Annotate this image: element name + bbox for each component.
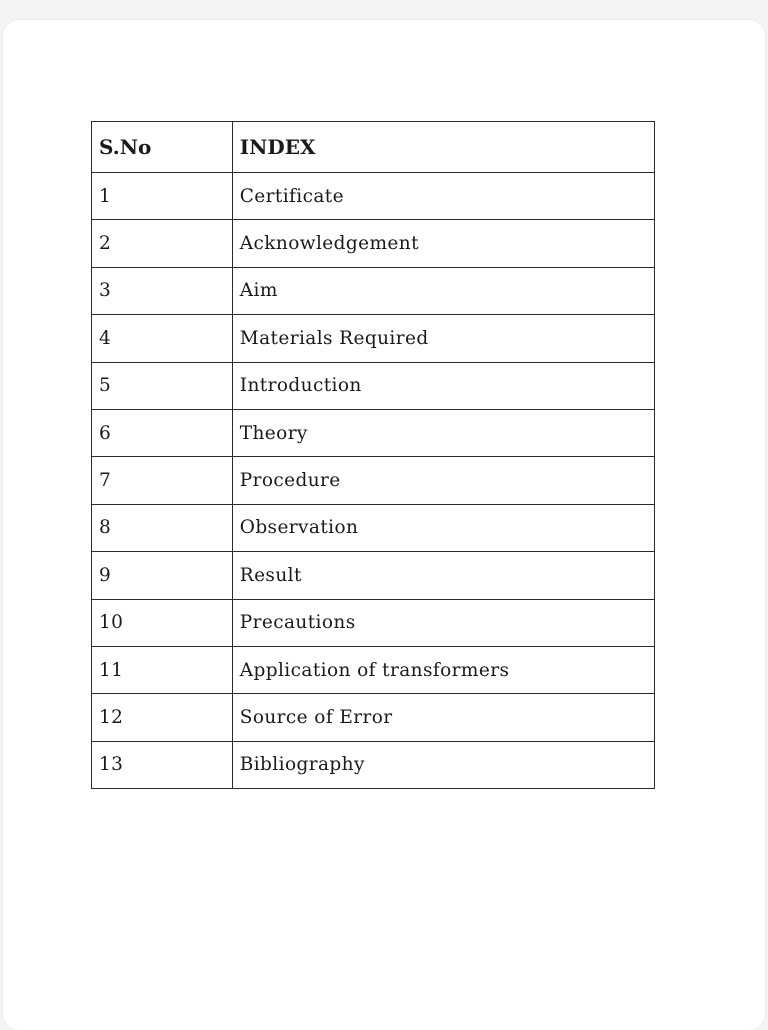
table-row — [92, 504, 655, 551]
table-row — [92, 552, 655, 599]
row-item: Acknowledgement — [232, 220, 654, 267]
table-row — [92, 646, 655, 693]
row-sno: 3 — [92, 267, 233, 314]
row-sno: 11 — [92, 646, 233, 693]
row-item: Precautions — [232, 599, 654, 646]
row-item: Aim — [232, 267, 654, 314]
index-table — [91, 121, 655, 789]
table-row — [92, 220, 655, 267]
table-row — [92, 457, 655, 504]
row-item: Source of Error — [232, 694, 654, 741]
row-sno: 8 — [92, 504, 233, 551]
row-item: Observation — [232, 504, 654, 551]
row-item: Theory — [232, 409, 654, 456]
top-strip — [0, 0, 768, 20]
row-sno: 7 — [92, 457, 233, 504]
row-item: Application of transformers — [232, 646, 654, 693]
row-item: Materials Required — [232, 315, 654, 362]
table-header-row — [92, 122, 655, 173]
table-row — [92, 409, 655, 456]
row-sno: 10 — [92, 599, 233, 646]
header-index: INDEX — [232, 122, 654, 173]
row-sno: 2 — [92, 220, 233, 267]
row-sno: 1 — [92, 173, 233, 220]
row-sno: 4 — [92, 315, 233, 362]
row-item: Certificate — [232, 173, 654, 220]
header-sno: S.No — [92, 122, 233, 173]
row-sno: 12 — [92, 694, 233, 741]
table-row — [92, 362, 655, 409]
row-sno: 6 — [92, 409, 233, 456]
row-sno: 5 — [92, 362, 233, 409]
row-item: Introduction — [232, 362, 654, 409]
table-row — [92, 173, 655, 220]
table-row — [92, 741, 655, 788]
row-sno: 9 — [92, 552, 233, 599]
table-row — [92, 267, 655, 314]
table-row — [92, 694, 655, 741]
table-row — [92, 599, 655, 646]
table-row — [92, 315, 655, 362]
row-item: Procedure — [232, 457, 654, 504]
row-sno: 13 — [92, 741, 233, 788]
row-item: Bibliography — [232, 741, 654, 788]
row-item: Result — [232, 552, 654, 599]
